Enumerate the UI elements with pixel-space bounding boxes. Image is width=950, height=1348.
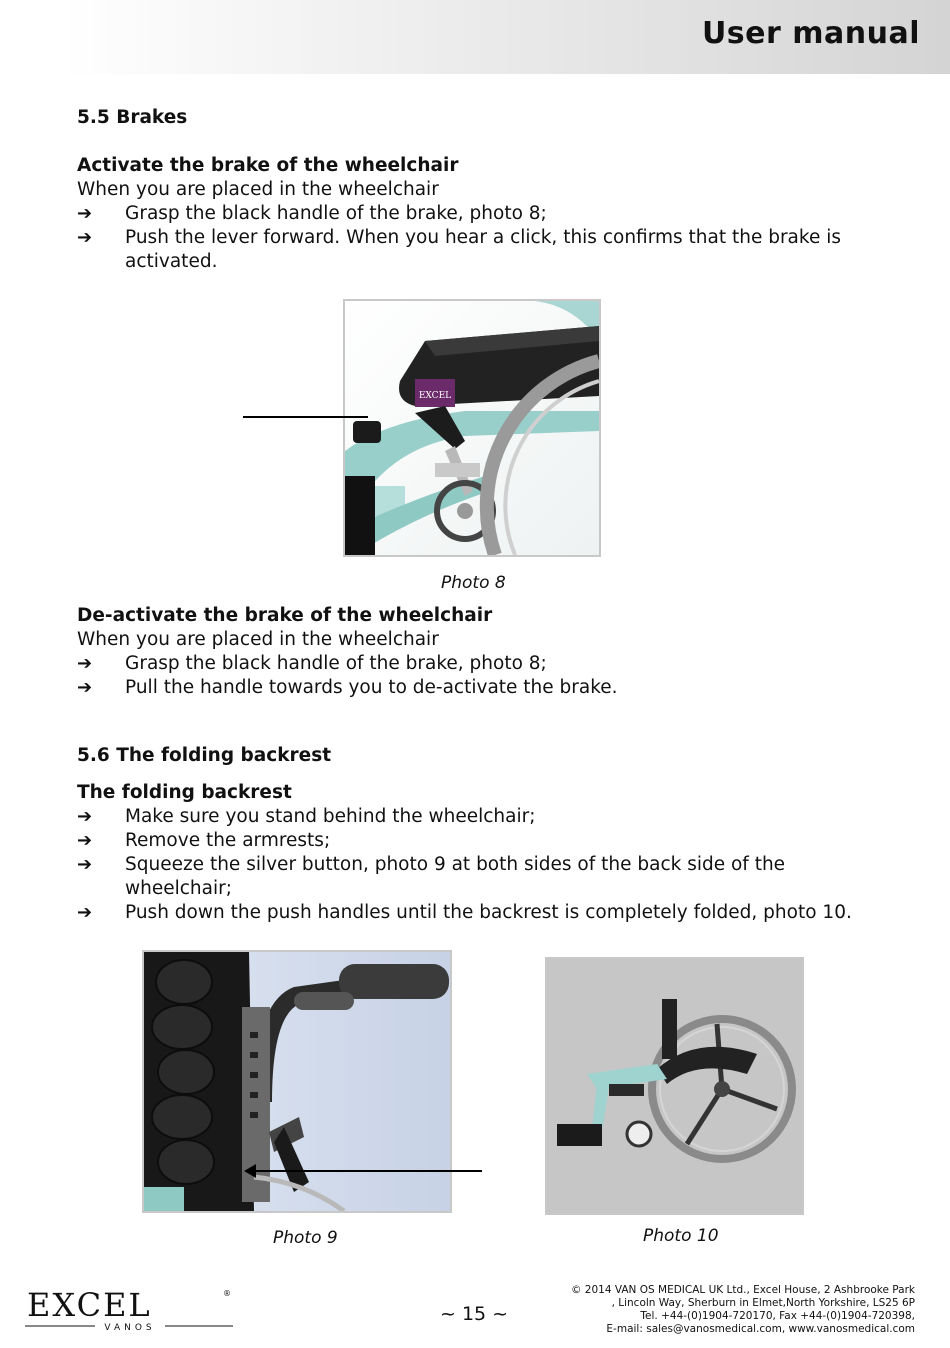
photo-8-brake-image (343, 299, 601, 557)
folding-step-3-cont: wheelchair; (125, 878, 232, 899)
photo8-badge-text: EXCEL (418, 391, 452, 401)
deactivate-step-1: Grasp the black handle of the brake, photo 8; (125, 653, 547, 674)
photo9-arrowhead-icon (244, 1164, 256, 1178)
arrow-bullet-icon: ➔ (77, 653, 93, 674)
folding-backrest-subtitle: The folding backrest (77, 782, 292, 803)
section-heading-brakes: 5.5 Brakes (77, 107, 188, 128)
logo-main-text: EXCEL (27, 1286, 152, 1324)
photo-9-backrest-button-image (142, 950, 452, 1213)
arrow-bullet-icon: ➔ (77, 677, 93, 698)
folding-step-2: Remove the armrests; (125, 830, 331, 851)
folding-step-1: Make sure you stand behind the wheelchair; (125, 806, 536, 827)
activate-step-2: Push the lever forward. When you hear a click, this confirms that the brake is (125, 227, 841, 248)
photo-9-caption: Photo 9 (273, 1228, 338, 1248)
deactivate-step-2: Pull the handle towards you to de-activate the brake. (125, 677, 618, 698)
arrow-bullet-icon: ➔ (77, 830, 93, 851)
photo-10-caption: Photo 10 (643, 1226, 719, 1246)
activate-brake-intro: When you are placed in the wheelchair (77, 179, 439, 200)
footer-line-4: E-mail: sales@vanosmedical.com, www.vanosmedical.com (606, 1323, 915, 1335)
activate-step-1: Grasp the black handle of the brake, photo 8; (125, 203, 547, 224)
photo9-pointer-line (250, 1170, 482, 1172)
folding-step-3: Squeeze the silver button, photo 9 at both sides of the back side of the (125, 854, 786, 875)
deactivate-brake-intro: When you are placed in the wheelchair (77, 629, 439, 650)
footer-line-1: © 2014 VAN OS MEDICAL UK Ltd., Excel House, 2 Ashbrooke Park (570, 1284, 915, 1296)
photo-10-folded-wheelchair-image (545, 957, 804, 1215)
arrow-bullet-icon: ➔ (77, 203, 93, 224)
arrow-bullet-icon: ➔ (77, 854, 93, 875)
deactivate-brake-title: De-activate the brake of the wheelchair (77, 605, 493, 626)
photo-8-caption: Photo 8 (441, 573, 506, 593)
activate-brake-title: Activate the brake of the wheelchair (77, 155, 459, 176)
footer-company-info (571, 1284, 915, 1336)
arrow-bullet-icon: ➔ (77, 806, 93, 827)
section-heading-folding-backrest: 5.6 The folding backrest (77, 745, 332, 766)
folding-step-4: Push down the push handles until the backrest is completely folded, photo 10. (125, 902, 852, 923)
excel-vanos-logo (25, 1284, 235, 1334)
arrow-bullet-icon: ➔ (77, 227, 93, 248)
arrow-bullet-icon: ➔ (77, 902, 93, 923)
activate-step-2-cont: activated. (125, 251, 218, 272)
footer-line-2: , Lincoln Way, Sherburn in Elmet,North Yorkshire, LS25 6P (611, 1297, 915, 1309)
page-number: ~ 15 ~ (440, 1303, 509, 1325)
photo8-pointer-line (243, 416, 368, 418)
page-header-title: User manual (701, 16, 920, 51)
logo-sub-text: VANOS (104, 1323, 156, 1333)
footer-line-3: Tel. +44-(0)1904-720170, Fax +44-(0)1904-720398, (640, 1310, 915, 1322)
logo-reg-text: ® (223, 1289, 231, 1298)
